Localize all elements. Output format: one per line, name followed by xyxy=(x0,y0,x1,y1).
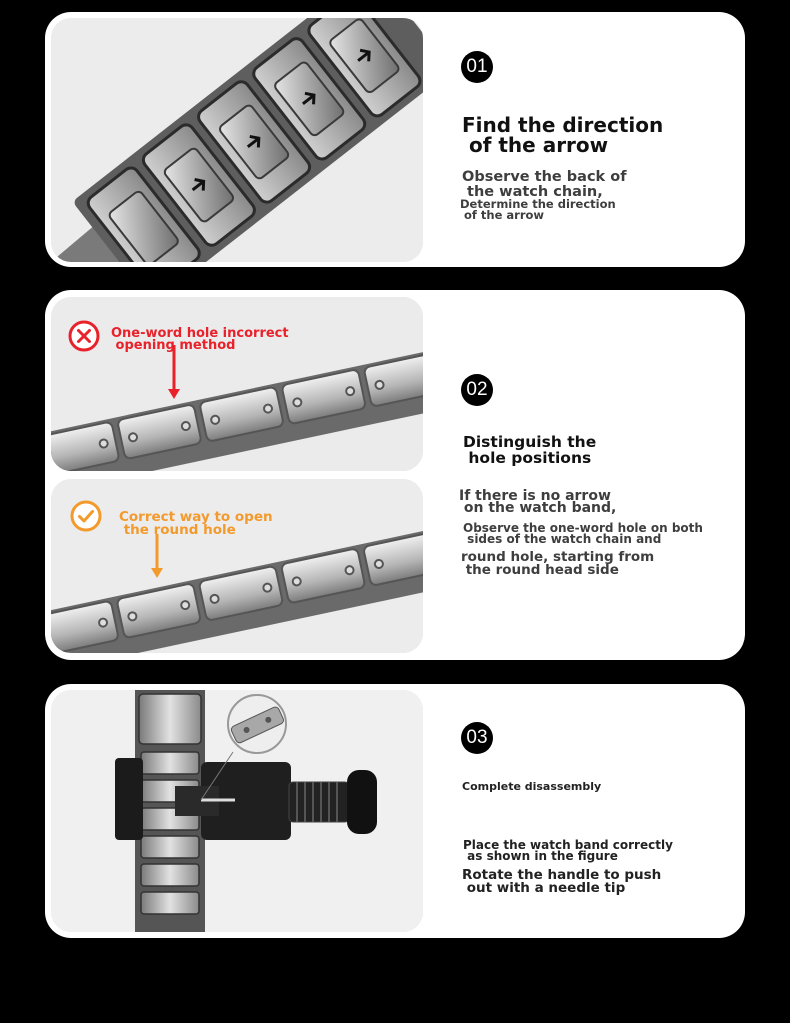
step-2-photo-right xyxy=(51,479,423,653)
right-method-note: Correct way to open the round hole xyxy=(119,509,273,538)
step-2-photo-wrong xyxy=(51,297,423,471)
step-3-text-line-2: Rotate the handle to push out with a needle tip xyxy=(462,867,662,896)
step-1-text-line-2: Determine the direction of the arrow xyxy=(460,197,616,222)
x-circle-icon xyxy=(68,320,100,352)
step-3-title: Complete disassembly xyxy=(462,780,602,793)
step-2-number-badge: 02 xyxy=(461,374,493,406)
step-3-text-line-1: Place the watch band correctly as shown in the figure xyxy=(463,838,673,864)
step-3-card xyxy=(45,684,745,938)
step-3-photo-tool xyxy=(51,690,423,932)
step-2-text-line-2: Observe the one-word hole on both sides of the watch chain and xyxy=(463,521,703,546)
step-2-title: Distinguish the hole positions xyxy=(463,433,597,467)
step-1-photo-arrow-links xyxy=(51,18,423,262)
step-1-card xyxy=(45,12,745,267)
step-3-number-badge: 03 xyxy=(461,722,493,754)
check-circle-icon xyxy=(70,500,102,532)
step-1-title: Find the direction of the arrow xyxy=(462,113,664,157)
step-2-text-line-1: If there is no arrow on the watch band, xyxy=(459,488,617,516)
step-1-text-line-1: Observe the back of the watch chain, xyxy=(462,169,627,200)
step-2-text-line-3: round hole, starting from the round head side xyxy=(461,549,655,578)
wrong-method-note: One-word hole incorrect opening method xyxy=(111,326,289,354)
step-2-card xyxy=(45,290,745,660)
step-1-number-badge: 01 xyxy=(461,51,493,83)
